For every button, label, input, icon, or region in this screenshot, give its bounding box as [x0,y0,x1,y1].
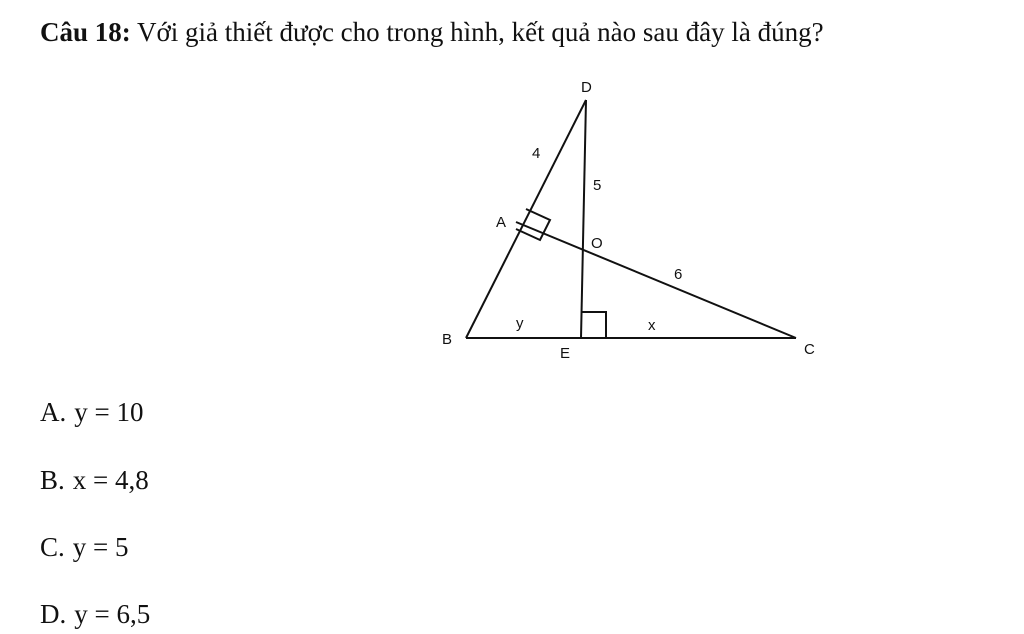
length-label-OC: 6 [674,266,683,283]
point-label-C: C [804,341,815,358]
length-label-EC: x [648,317,656,334]
option-a[interactable] [40,396,143,428]
length-label-BE: y [516,315,524,332]
point-label-E: E [560,345,571,362]
segment-BD [466,100,586,338]
option-b-text: x = 4,8 [72,465,149,495]
option-d[interactable] [40,598,150,630]
question-text [40,14,824,50]
triangle-figure [430,72,850,372]
question-number: Câu 18: [40,17,131,47]
option-a-letter: A. [40,397,67,427]
length-label-AD: 4 [532,145,541,162]
point-label-B: B [442,331,453,348]
option-c[interactable] [40,531,129,563]
option-a-text: y = 10 [74,397,144,427]
question-body: Với giả thiết được cho trong hình, kết quả nào sau đây là đúng? [130,17,824,47]
segment-CA [516,222,796,338]
option-c-text: y = 5 [72,532,129,562]
option-c-letter: C. [40,532,65,562]
segment-DE [581,100,586,338]
option-b-letter: B. [40,465,65,495]
option-b[interactable] [40,464,149,496]
point-label-A: A [496,214,507,231]
point-label-D: D [581,79,592,96]
option-d-text: y = 6,5 [74,599,151,629]
point-label-O: O [591,235,603,252]
option-d-letter: D. [40,599,67,629]
length-label-DO: 5 [593,177,602,194]
right-angle-marker-E [581,312,606,338]
